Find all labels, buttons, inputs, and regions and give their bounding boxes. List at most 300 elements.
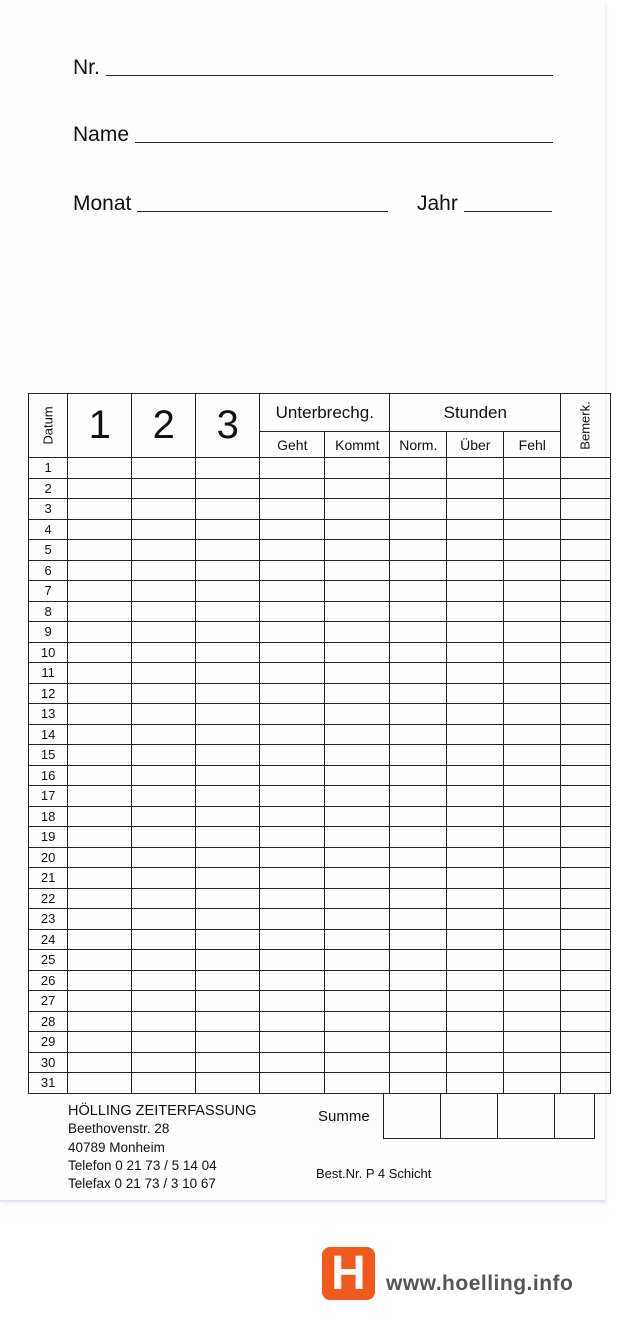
entry-cell[interactable] [68, 1032, 132, 1053]
entry-cell[interactable] [447, 1011, 504, 1032]
entry-cell[interactable] [260, 1073, 325, 1094]
entry-cell[interactable] [504, 663, 561, 684]
entry-cell[interactable] [447, 950, 504, 971]
entry-cell[interactable] [132, 1032, 196, 1053]
entry-cell[interactable] [447, 1052, 504, 1073]
entry-cell[interactable] [325, 1073, 390, 1094]
entry-cell[interactable] [68, 499, 132, 520]
entry-cell[interactable] [504, 1032, 561, 1053]
entry-cell[interactable] [390, 601, 447, 622]
entry-cell[interactable] [68, 642, 132, 663]
entry-cell[interactable] [132, 970, 196, 991]
entry-cell[interactable] [68, 581, 132, 602]
entry-cell[interactable] [260, 909, 325, 930]
entry-cell[interactable] [68, 745, 132, 766]
entry-cell[interactable] [132, 458, 196, 479]
entry-cell[interactable] [390, 806, 447, 827]
entry-cell[interactable] [561, 478, 610, 499]
entry-cell[interactable] [390, 683, 447, 704]
entry-cell[interactable] [561, 519, 610, 540]
entry-cell[interactable] [196, 1011, 260, 1032]
entry-cell[interactable] [132, 1011, 196, 1032]
entry-cell[interactable] [196, 581, 260, 602]
entry-cell[interactable] [260, 724, 325, 745]
entry-cell[interactable] [390, 868, 447, 889]
entry-cell[interactable] [447, 642, 504, 663]
entry-cell[interactable] [260, 601, 325, 622]
entry-cell[interactable] [132, 683, 196, 704]
entry-cell[interactable] [561, 540, 610, 561]
entry-cell[interactable] [561, 683, 610, 704]
entry-cell[interactable] [325, 806, 390, 827]
entry-cell[interactable] [390, 581, 447, 602]
entry-cell[interactable] [196, 478, 260, 499]
day-number: 18 [29, 806, 68, 827]
entry-cell[interactable] [504, 601, 561, 622]
entry-cell[interactable] [68, 765, 132, 786]
entry-cell[interactable] [132, 1052, 196, 1073]
entry-cell[interactable] [132, 601, 196, 622]
time-table [28, 393, 611, 1094]
day-number: 7 [29, 581, 68, 602]
entry-cell[interactable] [260, 1052, 325, 1073]
entry-cell[interactable] [390, 745, 447, 766]
entry-cell[interactable] [260, 663, 325, 684]
entry-cell[interactable] [390, 560, 447, 581]
entry-cell[interactable] [390, 765, 447, 786]
entry-cell[interactable] [68, 1073, 132, 1094]
entry-cell[interactable] [390, 847, 447, 868]
entry-cell[interactable] [561, 1011, 610, 1032]
entry-cell[interactable] [325, 868, 390, 889]
entry-cell[interactable] [132, 950, 196, 971]
entry-cell[interactable] [504, 868, 561, 889]
entry-cell[interactable] [68, 601, 132, 622]
entry-cell[interactable] [390, 991, 447, 1012]
entry-cell[interactable] [196, 950, 260, 971]
summe-label: Summe [318, 1108, 370, 1125]
entry-cell[interactable] [68, 622, 132, 643]
entry-cell[interactable] [561, 601, 610, 622]
entry-cell[interactable] [447, 458, 504, 479]
entry-cell[interactable] [196, 991, 260, 1012]
table-row [29, 683, 611, 704]
entry-cell[interactable] [325, 929, 390, 950]
entry-cell[interactable] [68, 888, 132, 909]
entry-cell[interactable] [132, 540, 196, 561]
entry-cell[interactable] [325, 745, 390, 766]
entry-cell[interactable] [325, 970, 390, 991]
entry-cell[interactable] [325, 991, 390, 1012]
entry-cell[interactable] [561, 663, 610, 684]
entry-cell[interactable] [132, 909, 196, 930]
entry-cell[interactable] [68, 950, 132, 971]
entry-cell[interactable] [196, 642, 260, 663]
entry-cell[interactable] [447, 499, 504, 520]
entry-cell[interactable] [325, 765, 390, 786]
entry-cell[interactable] [447, 663, 504, 684]
entry-cell[interactable] [260, 560, 325, 581]
entry-cell[interactable] [447, 765, 504, 786]
entry-cell[interactable] [260, 765, 325, 786]
entry-cell[interactable] [260, 622, 325, 643]
entry-cell[interactable] [196, 827, 260, 848]
entry-cell[interactable] [132, 704, 196, 725]
entry-cell[interactable] [561, 499, 610, 520]
entry-cell[interactable] [561, 847, 610, 868]
entry-cell[interactable] [561, 765, 610, 786]
entry-cell[interactable] [260, 970, 325, 991]
entry-cell[interactable] [196, 519, 260, 540]
entry-cell[interactable] [196, 1032, 260, 1053]
entry-cell[interactable] [447, 1073, 504, 1094]
entry-cell[interactable] [390, 909, 447, 930]
entry-cell[interactable] [325, 622, 390, 643]
entry-cell[interactable] [196, 1073, 260, 1094]
entry-cell[interactable] [196, 683, 260, 704]
entry-cell[interactable] [68, 909, 132, 930]
entry-cell[interactable] [260, 683, 325, 704]
nr-input-line[interactable] [106, 74, 553, 76]
entry-cell[interactable] [390, 663, 447, 684]
summe-ueber-cell[interactable] [441, 1094, 498, 1139]
entry-cell[interactable] [68, 704, 132, 725]
entry-cell[interactable] [447, 622, 504, 643]
entry-cell[interactable] [390, 1032, 447, 1053]
entry-cell[interactable] [132, 765, 196, 786]
entry-cell[interactable] [561, 909, 610, 930]
entry-cell[interactable] [196, 458, 260, 479]
entry-cell[interactable] [196, 847, 260, 868]
entry-cell[interactable] [561, 929, 610, 950]
entry-cell[interactable] [196, 786, 260, 807]
entry-cell[interactable] [68, 970, 132, 991]
entry-cell[interactable] [390, 888, 447, 909]
entry-cell[interactable] [68, 683, 132, 704]
entry-cell[interactable] [132, 868, 196, 889]
entry-cell[interactable] [325, 950, 390, 971]
entry-cell[interactable] [132, 991, 196, 1012]
nr-label: Nr. [73, 56, 100, 79]
entry-cell[interactable] [504, 642, 561, 663]
entry-cell[interactable] [504, 499, 561, 520]
entry-cell[interactable] [561, 970, 610, 991]
entry-cell[interactable] [390, 642, 447, 663]
entry-cell[interactable] [68, 540, 132, 561]
entry-cell[interactable] [390, 1052, 447, 1073]
entry-cell[interactable] [504, 478, 561, 499]
entry-cell[interactable] [260, 1032, 325, 1053]
entry-cell[interactable] [447, 601, 504, 622]
entry-cell[interactable] [68, 868, 132, 889]
entry-cell[interactable] [68, 991, 132, 1012]
entry-cell[interactable] [325, 499, 390, 520]
entry-cell[interactable] [196, 970, 260, 991]
entry-cell[interactable] [561, 724, 610, 745]
entry-cell[interactable] [196, 765, 260, 786]
entry-cell[interactable] [561, 868, 610, 889]
entry-cell[interactable] [196, 868, 260, 889]
entry-cell[interactable] [196, 806, 260, 827]
entry-cell[interactable] [561, 642, 610, 663]
entry-cell[interactable] [132, 786, 196, 807]
entry-cell[interactable] [196, 888, 260, 909]
jahr-input-line[interactable] [464, 210, 552, 212]
entry-cell[interactable] [325, 683, 390, 704]
entry-cell[interactable] [325, 560, 390, 581]
entry-cell[interactable] [504, 827, 561, 848]
entry-cell[interactable] [447, 519, 504, 540]
entry-cell[interactable] [447, 540, 504, 561]
entry-cell[interactable] [132, 847, 196, 868]
summe-norm-cell[interactable] [384, 1094, 441, 1139]
entry-cell[interactable] [260, 786, 325, 807]
entry-cell[interactable] [447, 704, 504, 725]
entry-cell[interactable] [390, 724, 447, 745]
entry-cell[interactable] [325, 847, 390, 868]
entry-cell[interactable] [196, 499, 260, 520]
entry-cell[interactable] [325, 478, 390, 499]
entry-cell[interactable] [390, 786, 447, 807]
entry-cell[interactable] [447, 683, 504, 704]
entry-cell[interactable] [504, 683, 561, 704]
entry-cell[interactable] [260, 642, 325, 663]
entry-cell[interactable] [390, 519, 447, 540]
entry-cell[interactable] [561, 950, 610, 971]
entry-cell[interactable] [504, 540, 561, 561]
entry-cell[interactable] [504, 909, 561, 930]
entry-cell[interactable] [561, 786, 610, 807]
entry-cell[interactable] [390, 827, 447, 848]
entry-cell[interactable] [325, 1052, 390, 1073]
entry-cell[interactable] [504, 847, 561, 868]
entry-cell[interactable] [132, 745, 196, 766]
entry-cell[interactable] [561, 1052, 610, 1073]
entry-cell[interactable] [561, 622, 610, 643]
entry-cell[interactable] [196, 560, 260, 581]
entry-cell[interactable] [132, 806, 196, 827]
entry-cell[interactable] [260, 704, 325, 725]
entry-cell[interactable] [561, 581, 610, 602]
entry-cell[interactable] [390, 499, 447, 520]
entry-cell[interactable] [132, 478, 196, 499]
entry-cell[interactable] [504, 458, 561, 479]
entry-cell[interactable] [325, 519, 390, 540]
day-number: 21 [29, 868, 68, 889]
entry-cell[interactable] [260, 827, 325, 848]
entry-cell[interactable] [68, 1011, 132, 1032]
entry-cell[interactable] [447, 909, 504, 930]
entry-cell[interactable] [390, 622, 447, 643]
entry-cell[interactable] [260, 868, 325, 889]
entry-cell[interactable] [260, 888, 325, 909]
entry-cell[interactable] [390, 704, 447, 725]
entry-cell[interactable] [390, 950, 447, 971]
entry-cell[interactable] [68, 663, 132, 684]
entry-cell[interactable] [390, 478, 447, 499]
entry-cell[interactable] [447, 929, 504, 950]
entry-cell[interactable] [196, 540, 260, 561]
entry-cell[interactable] [260, 1011, 325, 1032]
entry-cell[interactable] [504, 765, 561, 786]
entry-cell[interactable] [561, 991, 610, 1012]
entry-cell[interactable] [325, 909, 390, 930]
entry-cell[interactable] [561, 1073, 610, 1094]
entry-cell[interactable] [504, 888, 561, 909]
entry-cell[interactable] [260, 519, 325, 540]
entry-cell[interactable] [68, 478, 132, 499]
entry-cell[interactable] [390, 458, 447, 479]
entry-cell[interactable] [504, 724, 561, 745]
entry-cell[interactable] [132, 663, 196, 684]
entry-cell[interactable] [260, 950, 325, 971]
entry-cell[interactable] [390, 1011, 447, 1032]
entry-cell[interactable] [68, 827, 132, 848]
entry-cell[interactable] [132, 560, 196, 581]
entry-cell[interactable] [260, 499, 325, 520]
entry-cell[interactable] [260, 806, 325, 827]
entry-cell[interactable] [561, 806, 610, 827]
entry-cell[interactable] [504, 1052, 561, 1073]
entry-cell[interactable] [132, 724, 196, 745]
entry-cell[interactable] [504, 970, 561, 991]
entry-cell[interactable] [561, 745, 610, 766]
entry-cell[interactable] [504, 745, 561, 766]
entry-cell[interactable] [447, 560, 504, 581]
entry-cell[interactable] [68, 847, 132, 868]
entry-cell[interactable] [447, 806, 504, 827]
entry-cell[interactable] [260, 581, 325, 602]
entry-cell[interactable] [447, 724, 504, 745]
website-url[interactable]: www.hoelling.info [386, 1272, 574, 1295]
entry-cell[interactable] [504, 786, 561, 807]
entry-cell[interactable] [132, 888, 196, 909]
entry-cell[interactable] [325, 1011, 390, 1032]
entry-cell[interactable] [260, 847, 325, 868]
entry-cell[interactable] [504, 950, 561, 971]
day-number: 27 [29, 991, 68, 1012]
entry-cell[interactable] [325, 458, 390, 479]
entry-cell[interactable] [196, 601, 260, 622]
entry-cell[interactable] [504, 622, 561, 643]
monat-input-line[interactable] [137, 210, 388, 212]
entry-cell[interactable] [325, 540, 390, 561]
entry-cell[interactable] [132, 519, 196, 540]
entry-cell[interactable] [561, 560, 610, 581]
entry-cell[interactable] [68, 929, 132, 950]
entry-cell[interactable] [447, 745, 504, 766]
entry-cell[interactable] [447, 786, 504, 807]
entry-cell[interactable] [325, 581, 390, 602]
entry-cell[interactable] [196, 909, 260, 930]
entry-cell[interactable] [504, 519, 561, 540]
entry-cell[interactable] [504, 560, 561, 581]
entry-cell[interactable] [325, 786, 390, 807]
table-row [29, 970, 611, 991]
entry-cell[interactable] [196, 929, 260, 950]
entry-cell[interactable] [447, 478, 504, 499]
entry-cell[interactable] [561, 704, 610, 725]
summe-bemerk-cell[interactable] [555, 1094, 595, 1139]
entry-cell[interactable] [325, 888, 390, 909]
entry-cell[interactable] [325, 704, 390, 725]
entry-cell[interactable] [196, 724, 260, 745]
entry-cell[interactable] [447, 1032, 504, 1053]
entry-cell[interactable] [447, 970, 504, 991]
entry-cell[interactable] [325, 601, 390, 622]
entry-cell[interactable] [68, 724, 132, 745]
entry-cell[interactable] [68, 519, 132, 540]
entry-cell[interactable] [447, 827, 504, 848]
entry-cell[interactable] [260, 991, 325, 1012]
entry-cell[interactable] [196, 663, 260, 684]
entry-cell[interactable] [504, 581, 561, 602]
entry-cell[interactable] [196, 704, 260, 725]
table-row [29, 950, 611, 971]
entry-cell[interactable] [260, 478, 325, 499]
entry-cell[interactable] [68, 1052, 132, 1073]
entry-cell[interactable] [260, 458, 325, 479]
entry-cell[interactable] [447, 868, 504, 889]
entry-cell[interactable] [390, 540, 447, 561]
entry-cell[interactable] [447, 581, 504, 602]
entry-cell[interactable] [68, 806, 132, 827]
entry-cell[interactable] [390, 970, 447, 991]
entry-cell[interactable] [132, 581, 196, 602]
entry-cell[interactable] [132, 929, 196, 950]
entry-cell[interactable] [390, 929, 447, 950]
entry-cell[interactable] [504, 806, 561, 827]
entry-cell[interactable] [132, 499, 196, 520]
entry-cell[interactable] [325, 1032, 390, 1053]
entry-cell[interactable] [504, 1011, 561, 1032]
entry-cell[interactable] [68, 458, 132, 479]
entry-cell[interactable] [132, 1073, 196, 1094]
entry-cell[interactable] [260, 929, 325, 950]
entry-cell[interactable] [196, 622, 260, 643]
entry-cell[interactable] [504, 929, 561, 950]
entry-cell[interactable] [325, 642, 390, 663]
entry-cell[interactable] [561, 458, 610, 479]
entry-cell[interactable] [447, 991, 504, 1012]
entry-cell[interactable] [325, 724, 390, 745]
entry-cell[interactable] [196, 745, 260, 766]
entry-cell[interactable] [325, 663, 390, 684]
entry-cell[interactable] [504, 1073, 561, 1094]
summe-fehl-cell[interactable] [498, 1094, 555, 1139]
entry-cell[interactable] [196, 1052, 260, 1073]
entry-cell[interactable] [504, 991, 561, 1012]
name-input-line[interactable] [135, 141, 553, 143]
entry-cell[interactable] [68, 786, 132, 807]
entry-cell[interactable] [132, 622, 196, 643]
day-number: 6 [29, 560, 68, 581]
entry-cell[interactable] [561, 888, 610, 909]
entry-cell[interactable] [561, 827, 610, 848]
entry-cell[interactable] [447, 847, 504, 868]
entry-cell[interactable] [132, 827, 196, 848]
entry-cell[interactable] [447, 888, 504, 909]
entry-cell[interactable] [68, 560, 132, 581]
entry-cell[interactable] [260, 540, 325, 561]
entry-cell[interactable] [260, 745, 325, 766]
entry-cell[interactable] [390, 1073, 447, 1094]
entry-cell[interactable] [561, 1032, 610, 1053]
entry-cell[interactable] [325, 827, 390, 848]
entry-cell[interactable] [504, 704, 561, 725]
day-number: 16 [29, 765, 68, 786]
entry-cell[interactable] [132, 642, 196, 663]
